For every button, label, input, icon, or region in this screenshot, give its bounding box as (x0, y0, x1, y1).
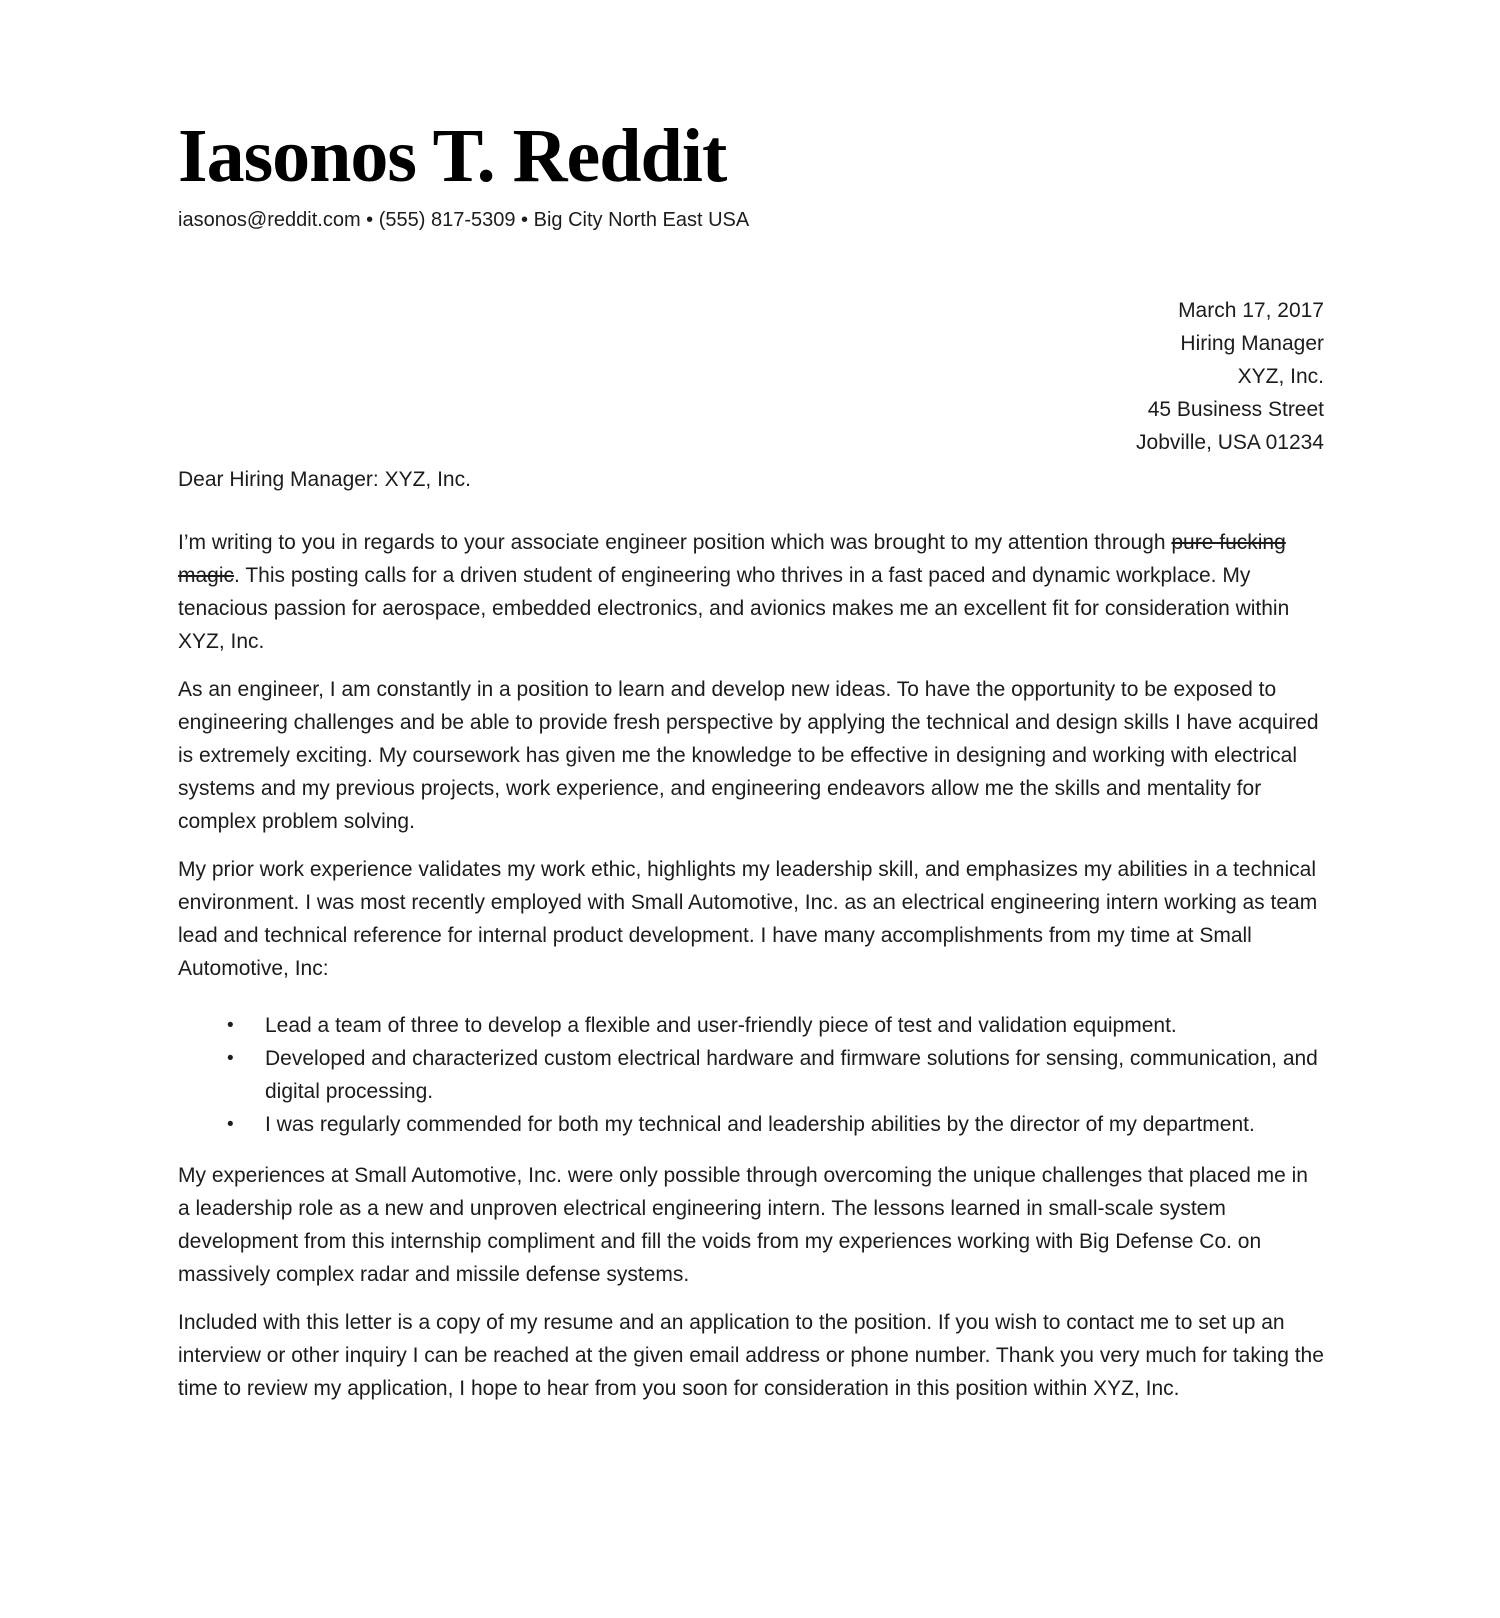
recipient-city-line: Jobville, USA 01234 (1136, 431, 1324, 454)
paragraph-challenges: My experiences at Small Automotive, Inc. were only possible through overcoming the unique challenges that placed me in a leadership role as a new and unproven electrical engineering intern. The lessons learned in small-scale system development from this internship compliment and fill the voids from my experiences working with Big Defense Co. on massively complex radar and missile defense systems. (178, 1164, 1308, 1286)
struck-text: pure fucking magic (178, 531, 1286, 587)
accomplishments-list (178, 1009, 1324, 1141)
paragraph-experience: My prior work experience validates my work ethic, highlights my leadership skill, and emphasizes my abilities in a technical environment. I was most recently employed with Small Automotive, Inc. as an electrical engineering intern working as team lead and technical reference for internal product development. I have many accomplishments from my time at Small Automotive, Inc: (178, 858, 1318, 980)
paragraph-intro-before-strike: I’m writing to you in regards to your associate engineer position which was brought to my attention through (178, 531, 1172, 554)
recipient-block (178, 294, 1324, 459)
list-item-text: I was regularly commended for both my technical and leadership abilities by the director of my department. (265, 1113, 1255, 1136)
bullet-icon: • (227, 1114, 234, 1135)
salutation: Dear Hiring Manager: XYZ, Inc. (178, 468, 471, 491)
bullet-icon: • (227, 1015, 234, 1036)
letter-header (178, 114, 1324, 232)
page-title: Iasonos T. Reddit (178, 114, 727, 198)
list-item (178, 1042, 1324, 1108)
recipient-street-line: 45 Business Street (1147, 398, 1324, 421)
letter-page (0, 114, 1500, 1618)
list-item-text: Lead a team of three to develop a flexible and user-friendly piece of test and validation equipment. (265, 1014, 1177, 1037)
list-item-text: Developed and characterized custom electrical hardware and firmware solutions for sensing, communication, and digital processing. (265, 1047, 1318, 1103)
paragraph-intro (178, 526, 1324, 658)
paragraph-engineering: As an engineer, I am constantly in a position to learn and develop new ideas. To have the opportunity to be exposed to engineering challenges and be able to provide fresh perspective by applying the technical and design skills I have acquired is extremely exciting. My coursework has given me the knowledge to be effective in designing and working with electrical systems and my previous projects, work experience, and engineering endeavors allow me the skills and mentality for complex problem solving. (178, 678, 1319, 833)
recipient-title-line: Hiring Manager (1180, 332, 1324, 355)
paragraph-closing: Included with this letter is a copy of my resume and an application to the position. If you wish to contact me to set up an interview or other inquiry I can be reached at the given email address or phone number. Thank you very much for taking the time to review my application, I hope to hear from you soon for consideration in this position within XYZ, Inc. (178, 1311, 1324, 1400)
paragraph-intro-after-strike: . This posting calls for a driven student of engineering who thrives in a fast paced and dynamic workplace. My tenacious passion for aerospace, embedded electronics, and avionics makes me an excellent fit for consideration within XYZ, Inc. (178, 564, 1290, 653)
contact-line: iasonos@reddit.com • (555) 817-5309 • Big City North East USA (178, 209, 750, 231)
date-line: March 17, 2017 (1178, 299, 1324, 322)
recipient-company-line: XYZ, Inc. (1237, 365, 1324, 388)
list-item (178, 1108, 1324, 1141)
bullet-icon: • (227, 1048, 234, 1069)
list-item (178, 1009, 1324, 1042)
